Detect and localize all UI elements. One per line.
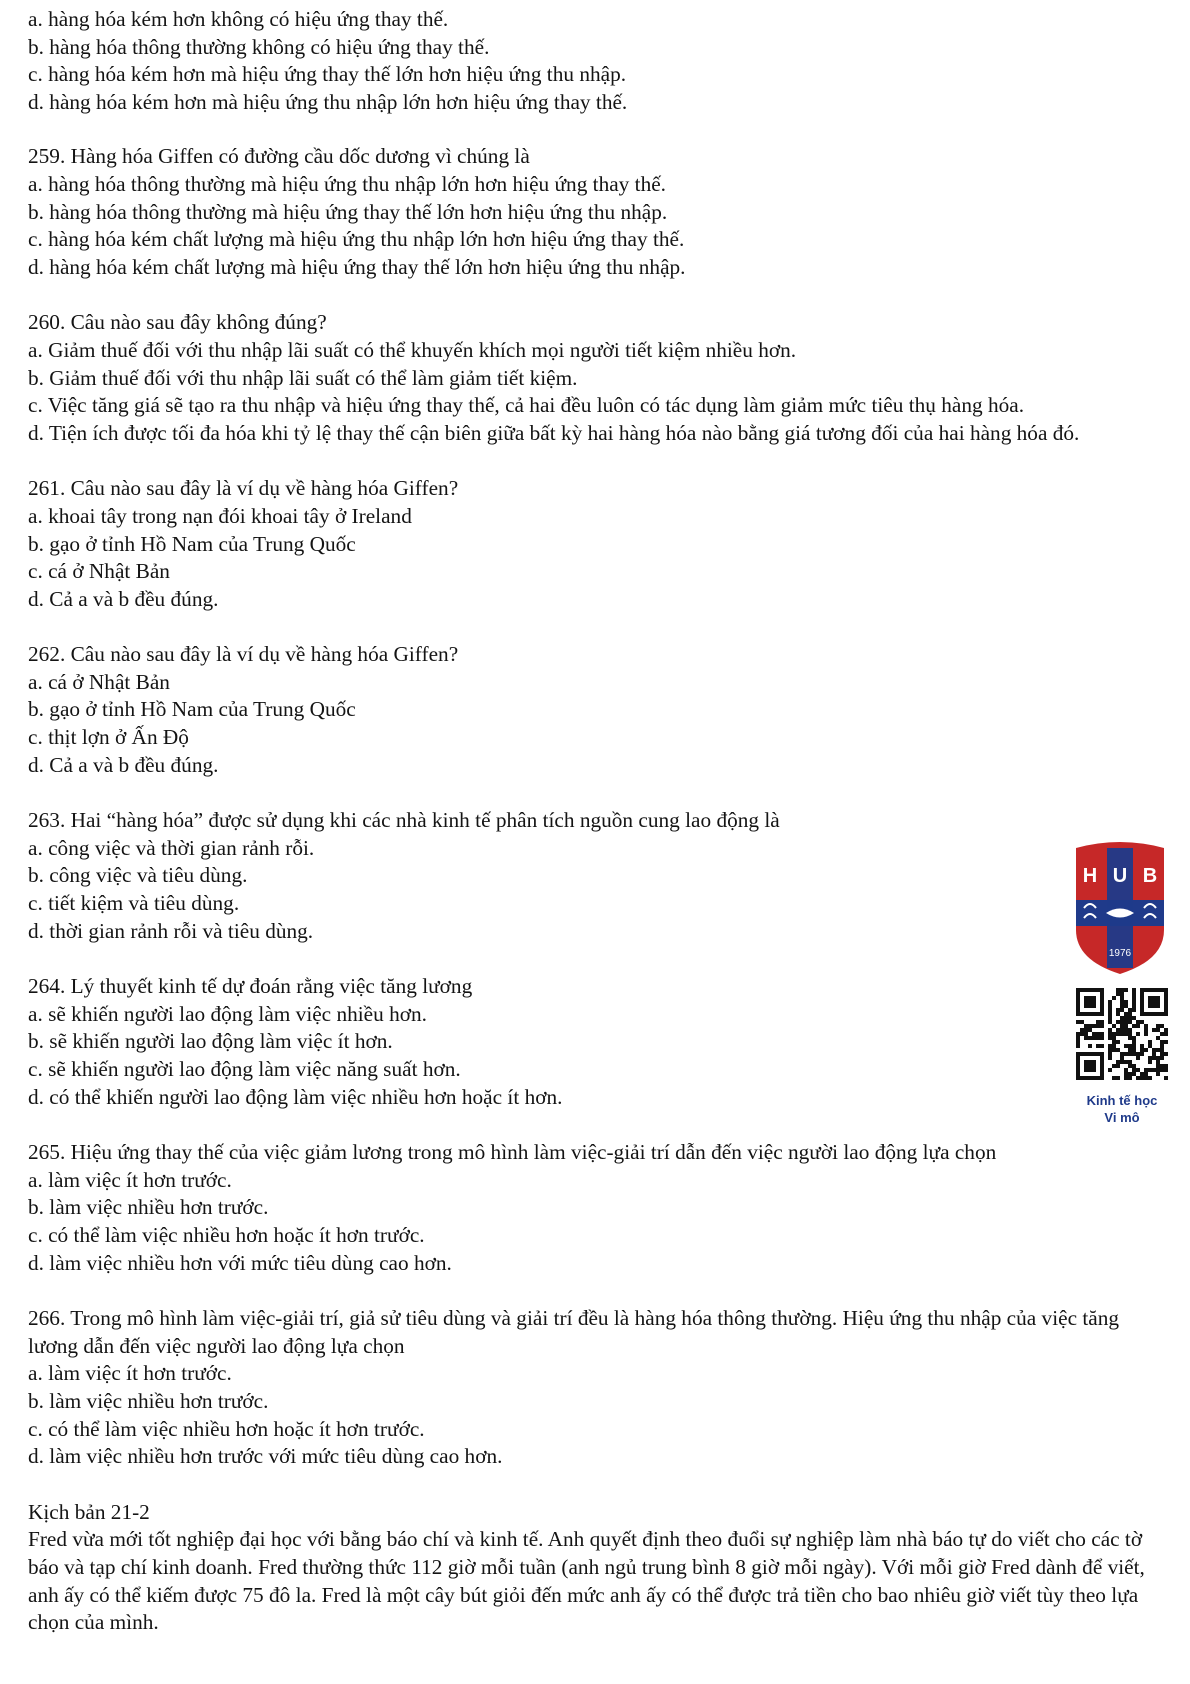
option-line: d. Tiện ích được tối đa hóa khi tỷ lệ thay thế cận biên giữa bất kỳ hai hàng hóa nào bằng giá tương đối của hai hàng hóa đó. [28,420,1080,445]
question-260 [28,309,1168,447]
option-line: a. hàng hóa thông thường mà hiệu ứng thu nhập lớn hơn hiệu ứng thay thế. [28,171,667,196]
qr-module [1088,1028,1092,1032]
option-line: d. Cả a và b đều đúng. [28,586,219,611]
option-line: c. cá ở Nhật Bản [28,559,170,584]
qr-module [1136,1068,1140,1072]
logo-letter-b: B [1142,865,1158,887]
option-line: b. sẽ khiến người lao động làm việc ít hơn. [28,1029,393,1054]
qr-module [1140,1076,1144,1080]
qr-module [1112,1048,1116,1052]
qr-module [1112,996,1116,1000]
qr-module [1136,1052,1140,1056]
qr-module [1136,1020,1140,1024]
qr-module [1160,1048,1164,1052]
qr-module [1108,1044,1112,1048]
qr-module [1132,1024,1136,1028]
qr-module [1116,1020,1120,1024]
qr-module [1108,1016,1112,1020]
qr-module [1156,1072,1160,1076]
qr-module [1128,1012,1132,1016]
qr-module [1124,1024,1128,1028]
qr-module [1092,1036,1096,1040]
qr-module [1148,1068,1152,1072]
option-line: d. thời gian rảnh rỗi và tiêu dùng. [28,918,314,943]
qr-module [1112,1040,1116,1044]
qr-module [1164,1052,1168,1056]
option-line: a. làm việc ít hơn trước. [28,1361,232,1386]
qr-module [1148,1056,1152,1060]
logo-caption [1062,1092,1182,1126]
scenario-title: Kịch bản 21-2 [28,1499,150,1524]
qr-module [1116,1032,1120,1036]
qr-module [1152,1056,1156,1060]
question-stem: 261. Câu nào sau đây là ví dụ về hàng hóa Giffen? [28,476,459,501]
qr-module [1096,1044,1100,1048]
qr-module [1136,1024,1140,1028]
qr-module [1080,1020,1084,1024]
qr-module [1120,1060,1124,1064]
question-266 [28,1305,1168,1471]
option-line: a. cá ở Nhật Bản [28,669,170,694]
question-259 [28,143,1168,281]
logo-caption-line2: Vi mô [1104,1110,1140,1125]
option-line: a. khoai tây trong nạn đói khoai tây ở Ireland [28,503,412,528]
qr-module [1132,1004,1136,1008]
qr-module [1148,1060,1152,1064]
question-stem: 260. Câu nào sau đây không đúng? [28,310,327,335]
qr-module [1116,1076,1120,1080]
qr-finder [1084,996,1096,1008]
qr-module [1164,1076,1168,1080]
qr-module [1120,1016,1124,1020]
qr-module [1120,1028,1124,1032]
qr-module [1148,1044,1152,1048]
qr-module [1100,1032,1104,1036]
scenario-21-2 [28,1499,1168,1637]
qr-module [1088,1044,1092,1048]
qr-module [1076,1032,1080,1036]
qr-module [1120,1020,1124,1024]
qr-module [1108,1000,1112,1004]
qr-module [1132,1064,1136,1068]
qr-module [1144,1024,1148,1028]
qr-module [1116,1008,1120,1012]
hub-logo [1070,838,1170,976]
qr-module [1160,1040,1164,1044]
question-263 [28,807,1168,945]
qr-module [1164,1032,1168,1036]
qr-module [1144,1048,1148,1052]
qr-module [1120,996,1124,1000]
qr-module [1128,1076,1132,1080]
option-line: d. có thể khiến người lao động làm việc nhiều hơn hoặc ít hơn. [28,1084,563,1109]
qr-module [1128,1044,1132,1048]
qr-module [1108,1032,1112,1036]
option-line: b. công việc và tiêu dùng. [28,863,248,888]
option-line: b. làm việc nhiều hơn trước. [28,1195,269,1220]
option-line: d. hàng hóa kém hơn mà hiệu ứng thu nhập lớn hơn hiệu ứng thay thế. [28,89,628,114]
question-stem: 259. Hàng hóa Giffen có đường cầu dốc dương vì chúng là [28,144,530,169]
qr-module [1128,1028,1132,1032]
qr-module [1144,1028,1148,1032]
qr-module [1124,988,1128,992]
option-line: c. hàng hóa kém chất lượng mà hiệu ứng thu nhập lớn hơn hiệu ứng thay thế. [28,227,685,252]
question-stem: 266. Trong mô hình làm việc-giải trí, giả sử tiêu dùng và giải trí đều là hàng hóa thông thường. Hiệu ứng thu nhập của việc tăng lương dẫn đến việc người lao động lựa chọn [28,1306,1120,1358]
qr-module [1124,1032,1128,1036]
qr-module [1112,1036,1116,1040]
question-262 [28,641,1168,779]
qr-module [1120,1008,1124,1012]
qr-module [1100,1020,1104,1024]
document-body [28,6,1168,1637]
logo-caption-line1: Kinh tế học [1086,1093,1158,1108]
question-stem: 263. Hai “hàng hóa” được sử dụng khi các nhà kinh tế phân tích nguồn cung lao động là [28,808,780,833]
qr-module [1108,1004,1112,1008]
qr-module [1156,1056,1160,1060]
question-stem: 264. Lý thuyết kinh tế dự đoán rằng việc tăng lương [28,974,473,999]
qr-module [1076,1040,1080,1044]
qr-module [1108,1052,1112,1056]
qr-module [1084,1028,1088,1032]
qr-module [1120,988,1124,992]
option-line: d. hàng hóa kém chất lượng mà hiệu ứng thay thế lớn hơn hiệu ứng thu nhập. [28,254,686,279]
qr-module [1136,1076,1140,1080]
qr-module [1124,1068,1128,1072]
option-line: b. Giảm thuế đối với thu nhập lãi suất có thể làm giảm tiết kiệm. [28,365,578,390]
qr-module [1120,1052,1124,1056]
option-line: c. có thể làm việc nhiều hơn hoặc ít hơn trước. [28,1416,425,1441]
qr-module [1152,1028,1156,1032]
qr-module [1124,1028,1128,1032]
qr-module [1112,1076,1116,1080]
qr-module [1100,1024,1104,1028]
option-line: c. Việc tăng giá sẽ tạo ra thu nhập và hiệu ứng thay thế, cả hai đều luôn có tác dụng làm giảm mức tiêu thụ hàng hóa. [28,393,1025,418]
qr-module [1144,1068,1148,1072]
qr-module [1096,1024,1100,1028]
qr-module [1120,1000,1124,1004]
qr-module [1164,1064,1168,1068]
qr-module [1160,1052,1164,1056]
qr-module [1156,1024,1160,1028]
qr-module [1128,1052,1132,1056]
qr-module [1116,1012,1120,1016]
qr-module [1084,1024,1088,1028]
qr-module [1160,1056,1164,1060]
qr-module [1112,1024,1116,1028]
qr-module [1120,1024,1124,1028]
qr-module [1152,1048,1156,1052]
qr-module [1156,1060,1160,1064]
qr-module [1080,1032,1084,1036]
qr-module [1108,1048,1112,1052]
question-stem: 262. Câu nào sau đây là ví dụ về hàng hóa Giffen? [28,642,459,667]
qr-module [1108,1028,1112,1032]
qr-module [1160,1064,1164,1068]
qr-module [1116,1064,1120,1068]
qr-module [1132,1008,1136,1012]
qr-module [1128,1020,1132,1024]
qr-module [1116,1048,1120,1052]
qr-module [1156,1064,1160,1068]
qr-module [1132,1036,1136,1040]
scenario-body: Fred vừa mới tốt nghiệp đại học với bằng báo chí và kinh tế. Anh quyết định theo đuổi sự nghiệp làm nhà báo tự do viết cho các tờ báo và tạp chí kinh doanh. Fred thường thức 112 giờ mỗi tuần (anh ngủ trung bình 8 giờ mỗi ngày). Với mỗi giờ Fred dành để viết, anh ấy có thể kiếm được 75 đô la. Fred là một cây bút giỏi đến mức anh ấy có thể được trả tiền cho bao nhiêu giờ viết tùy theo lựa chọn của mình. [28,1527,1145,1635]
option-line: b. hàng hóa thông thường không có hiệu ứng thay thế. [28,34,490,59]
qr-module [1132,1052,1136,1056]
qr-module [1128,1064,1132,1068]
question-265 [28,1139,1168,1277]
qr-module [1136,1056,1140,1060]
qr-module [1096,1020,1100,1024]
qr-module [1124,1004,1128,1008]
qr-module [1088,1036,1092,1040]
qr-module [1128,1008,1132,1012]
qr-module [1116,1028,1120,1032]
logo-year: 1976 [1108,948,1132,959]
qr-module [1084,1032,1088,1036]
option-line: c. sẽ khiến người lao động làm việc năng suất hơn. [28,1057,461,1081]
qr-module [1132,988,1136,992]
qr-module [1136,1032,1140,1036]
qr-module [1156,1068,1160,1072]
option-line: d. Cả a và b đều đúng. [28,752,219,777]
qr-module [1120,1004,1124,1008]
qr-module [1132,1072,1136,1076]
qr-module [1124,1060,1128,1064]
qr-module [1100,1036,1104,1040]
qr-module [1076,1044,1080,1048]
qr-module [1156,1028,1160,1032]
qr-module [1124,1012,1128,1016]
option-line: a. hàng hóa kém hơn không có hiệu ứng thay thế. [28,7,449,31]
qr-module [1148,1040,1152,1044]
qr-module [1096,1032,1100,1036]
qr-module [1112,1064,1116,1068]
qr-module [1084,1036,1088,1040]
qr-module [1128,1036,1132,1040]
option-line: c. tiết kiệm và tiêu dùng. [28,891,240,916]
qr-module [1132,992,1136,996]
qr-module [1120,1056,1124,1060]
qr-module [1148,1076,1152,1080]
qr-module [1116,1040,1120,1044]
qr-module [1124,1076,1128,1080]
qr-module [1120,992,1124,996]
option-line: c. thịt lợn ở Ấn Độ [28,725,189,750]
qr-module [1108,1012,1112,1016]
option-line: b. gạo ở tỉnh Hồ Nam của Trung Quốc [28,531,356,556]
question-261 [28,475,1168,613]
qr-module [1108,1020,1112,1024]
option-line: a. công việc và thời gian rảnh rỗi. [28,835,315,860]
qr-module [1140,1044,1144,1048]
option-line: a. Giảm thuế đối với thu nhập lãi suất có thể khuyến khích mọi người tiết kiệm nhiều hơn. [28,337,797,362]
qr-finder [1148,996,1160,1008]
qr-module [1164,1028,1168,1032]
qr-module [1108,1008,1112,1012]
qr-module [1132,1068,1136,1072]
qr-module [1092,1024,1096,1028]
qr-finder [1084,1060,1096,1072]
qr-module [1108,1068,1112,1072]
qr-module [1164,1068,1168,1072]
qr-module [1128,1032,1132,1036]
qr-module [1152,1052,1156,1056]
qr-module [1132,1040,1136,1044]
qr-module [1164,1040,1168,1044]
qr-module [1140,1020,1144,1024]
qr-module [1124,1016,1128,1020]
qr-module [1140,1048,1144,1052]
logo-letter-u: U [1112,865,1128,887]
qr-module [1080,1028,1084,1032]
qr-module [1116,992,1120,996]
qr-module [1088,1024,1092,1028]
qr-module [1124,1052,1128,1056]
question-264 [28,973,1168,1111]
prev-question-options [28,6,1168,116]
qr-module [1124,1044,1128,1048]
qr-module [1144,1032,1148,1036]
qr-module [1116,988,1120,992]
option-line: b. làm việc nhiều hơn trước. [28,1388,269,1413]
qr-module [1124,1020,1128,1024]
qr-module [1132,996,1136,1000]
qr-module [1160,1032,1164,1036]
qr-module [1120,1032,1124,1036]
option-line: a. sẽ khiến người lao động làm việc nhiều hơn. [28,1001,427,1026]
qr-module [1128,1060,1132,1064]
qr-module [1140,1052,1144,1056]
option-line: d. làm việc nhiều hơn trước với mức tiêu dùng cao hơn. [28,1444,503,1469]
qr-module [1116,1060,1120,1064]
option-line: d. làm việc nhiều hơn với mức tiêu dùng cao hơn. [28,1250,452,1275]
qr-module [1108,1056,1112,1060]
qr-module [1124,1000,1128,1004]
option-line: a. làm việc ít hơn trước. [28,1167,232,1192]
qr-module [1160,1068,1164,1072]
qr-module [1144,1076,1148,1080]
qr-module [1152,1068,1156,1072]
qr-module [1132,1016,1136,1020]
qr-module [1160,1044,1164,1048]
qr-module [1140,1072,1144,1076]
qr-module [1124,1072,1128,1076]
option-line: b. hàng hóa thông thường mà hiệu ứng thay thế lớn hơn hiệu ứng thu nhập. [28,199,668,224]
qr-module [1156,1036,1160,1040]
qr-module [1112,1032,1116,1036]
qr-module [1108,1036,1112,1040]
logo-letter-h: H [1082,865,1098,887]
qr-module [1092,1032,1096,1036]
qr-module [1076,1036,1080,1040]
qr-module [1112,1044,1116,1048]
qr-module [1076,1020,1080,1024]
qr-module [1128,1072,1132,1076]
qr-module [1160,1024,1164,1028]
option-line: b. gạo ở tỉnh Hồ Nam của Trung Quốc [28,697,356,722]
qr-module [1156,1048,1160,1052]
qr-code [1076,988,1168,1080]
qr-module [1132,1048,1136,1052]
qr-module [1144,1072,1148,1076]
qr-module [1096,1036,1100,1040]
option-line: c. hàng hóa kém hơn mà hiệu ứng thay thế lớn hơn hiệu ứng thu nhập. [28,62,627,87]
qr-module [1100,1044,1104,1048]
qr-module [1132,1044,1136,1048]
qr-module [1128,1016,1132,1020]
question-stem: 265. Hiệu ứng thay thế của việc giảm lương trong mô hình làm việc-giải trí dẫn đến việc người lao động lựa chọn [28,1140,997,1165]
qr-module [1128,1048,1132,1052]
option-line: c. có thể làm việc nhiều hơn hoặc ít hơn trước. [28,1222,425,1247]
qr-module [1132,1000,1136,1004]
